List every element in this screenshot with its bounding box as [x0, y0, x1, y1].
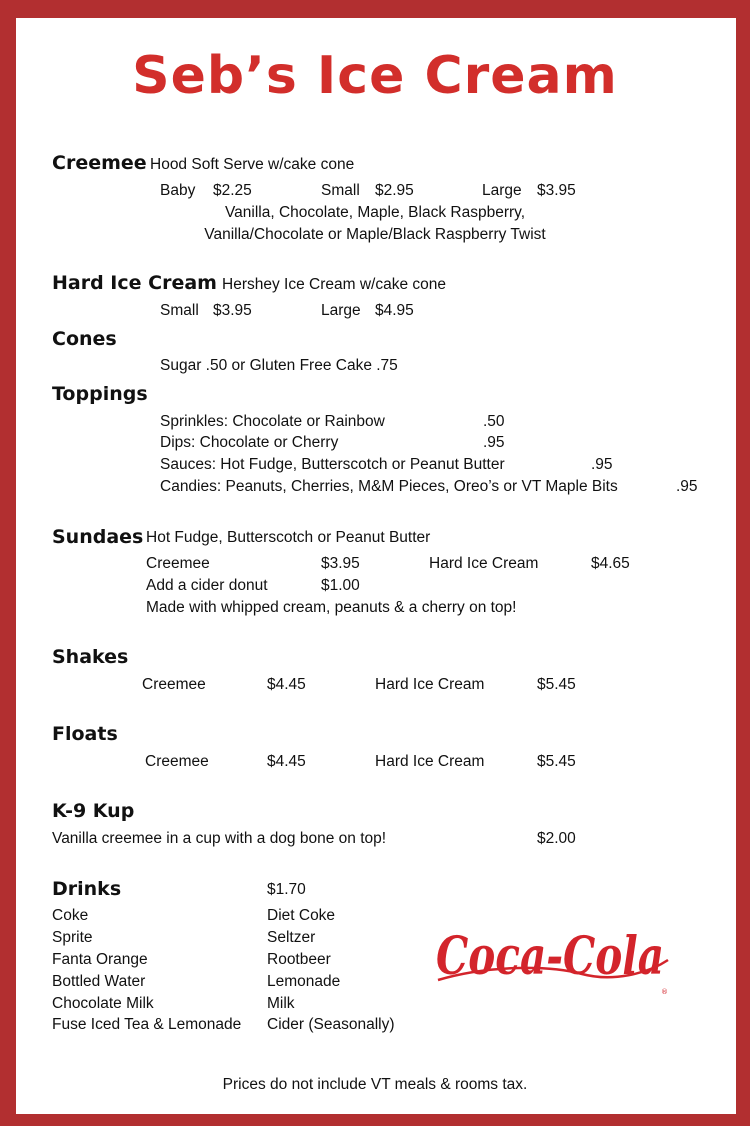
hard-ice-cream-description: Hershey Ice Cream w/cake cone — [222, 276, 446, 293]
section-heading-sundaes: Sundaes — [52, 526, 144, 548]
hard-size-large-price: $4.95 — [375, 302, 414, 319]
drink-item: Milk — [267, 995, 295, 1012]
floats-hard-price: $5.45 — [537, 753, 576, 770]
drink-item: Diet Coke — [267, 907, 336, 924]
drink-item: Coke — [52, 907, 89, 924]
topping-name: Sprinkles: Chocolate or Rainbow — [160, 413, 385, 430]
floats-hard-label: Hard Ice Cream — [375, 753, 485, 770]
sundae-note: Made with whipped cream, peanuts & a cherry on top! — [146, 599, 517, 616]
topping-name: Dips: Chocolate or Cherry — [160, 434, 339, 451]
shakes-creemee-label: Creemee — [142, 676, 206, 693]
drink-item: Rootbeer — [267, 951, 331, 968]
floats-creemee-price: $4.45 — [267, 753, 306, 770]
sundaes-description: Hot Fudge, Butterscotch or Peanut Butter — [146, 529, 431, 546]
drink-item: Cider (Seasonally) — [267, 1016, 395, 1033]
creemee-size-small-price: $2.95 — [375, 182, 414, 199]
floats-creemee-label: Creemee — [145, 753, 209, 770]
drink-item: Fuse Iced Tea & Lemonade — [52, 1016, 242, 1033]
section-heading-floats: Floats — [52, 723, 118, 745]
section-heading-hard-ice-cream: Hard Ice Cream — [52, 272, 217, 294]
section-heading-toppings: Toppings — [52, 383, 148, 405]
drink-item: Bottled Water — [52, 973, 146, 990]
drink-item: Chocolate Milk — [52, 995, 154, 1012]
section-heading-cones: Cones — [52, 328, 117, 350]
shakes-hard-label: Hard Ice Cream — [375, 676, 485, 693]
hard-size-large-label: Large — [321, 302, 361, 319]
hard-size-small-label: Small — [160, 302, 199, 319]
drink-item: Seltzer — [267, 929, 316, 946]
k9-description: Vanilla creemee in a cup with a dog bone on top! — [52, 830, 387, 847]
drinks-price: $1.70 — [267, 881, 306, 898]
coca-cola-logo — [432, 912, 672, 1002]
sundae-donut-price: $1.00 — [321, 577, 360, 594]
menu-title: Seb’s Ice Cream — [132, 46, 618, 106]
creemee-size-large-label: Large — [482, 182, 522, 199]
creemee-size-baby-label: Baby — [160, 182, 196, 199]
tax-footnote: Prices do not include VT meals & rooms tax. — [222, 1076, 528, 1093]
section-heading-shakes: Shakes — [52, 646, 129, 668]
section-heading-drinks: Drinks — [52, 878, 122, 900]
section-heading-creemee: Creemee — [52, 152, 147, 174]
topping-price: .50 — [483, 413, 505, 430]
sundae-hard-label: Hard Ice Cream — [429, 555, 539, 572]
creemee-size-small-label: Small — [321, 182, 360, 199]
svg-text:®: ® — [661, 988, 668, 996]
creemee-flavors-line2: Vanilla/Chocolate or Maple/Black Raspberry Twist — [204, 226, 546, 243]
topping-price: .95 — [591, 456, 613, 473]
section-heading-k9-kup: K-9 Kup — [52, 800, 135, 822]
topping-price: .95 — [483, 434, 505, 451]
creemee-size-baby-price: $2.25 — [213, 182, 252, 199]
svg-text:Coca-Cola: Coca-Cola — [436, 926, 664, 987]
drink-item: Lemonade — [267, 973, 341, 990]
shakes-hard-price: $5.45 — [537, 676, 576, 693]
creemee-description: Hood Soft Serve w/cake cone — [150, 156, 355, 173]
shakes-creemee-price: $4.45 — [267, 676, 306, 693]
drink-item: Fanta Orange — [52, 951, 148, 968]
hard-size-small-price: $3.95 — [213, 302, 252, 319]
sundae-donut-label: Add a cider donut — [146, 577, 268, 594]
cones-text: Sugar .50 or Gluten Free Cake .75 — [160, 357, 398, 374]
sundae-creemee-price: $3.95 — [321, 555, 360, 572]
topping-name: Candies: Peanuts, Cherries, M&M Pieces, Oreo’s or VT Maple Bits — [160, 478, 618, 495]
topping-price: .95 — [676, 478, 698, 495]
k9-price: $2.00 — [537, 830, 576, 847]
drink-item: Sprite — [52, 929, 93, 946]
topping-name: Sauces: Hot Fudge, Butterscotch or Peanut Butter — [160, 456, 505, 473]
sundae-creemee-label: Creemee — [146, 555, 210, 572]
creemee-size-large-price: $3.95 — [537, 182, 576, 199]
creemee-flavors-line1: Vanilla, Chocolate, Maple, Black Raspberry, — [224, 204, 526, 221]
sundae-hard-price: $4.65 — [591, 555, 630, 572]
